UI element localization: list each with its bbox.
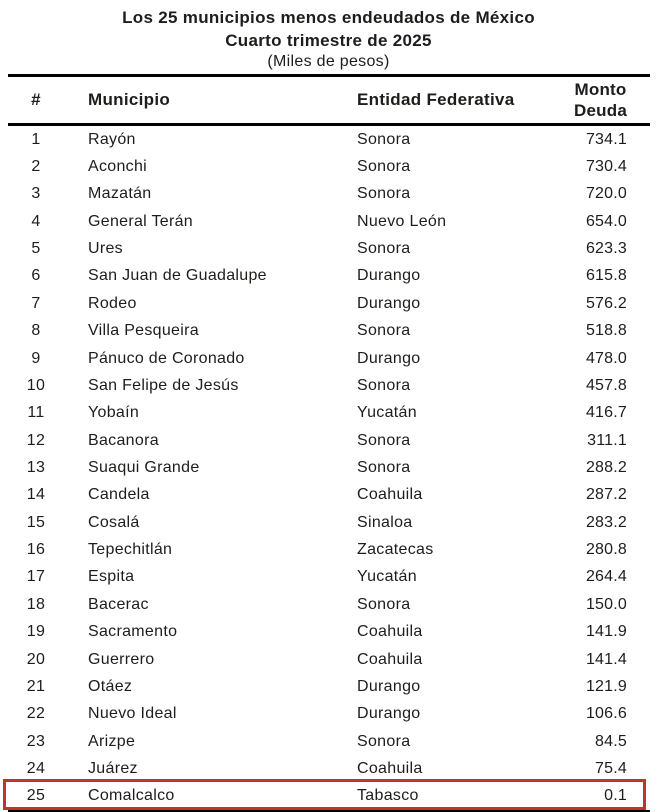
table-row [0, 345, 657, 372]
cell-municipio: Bacerac [88, 595, 149, 613]
cell-monto-deuda: 288.2 [585, 458, 627, 476]
cell-municipio: Otáez [88, 677, 133, 695]
table-row [0, 755, 657, 782]
monto-header-line1: Monto [574, 80, 627, 99]
cell-entidad: Durango [357, 294, 421, 312]
table-row [0, 153, 657, 180]
cell-entidad: Durango [357, 267, 421, 285]
cell-monto-deuda: 75.4 [595, 759, 627, 777]
table-row [0, 482, 657, 509]
table-row [0, 235, 657, 262]
cell-municipio: Bacanora [88, 431, 159, 449]
cell-municipio: Mazatán [88, 185, 152, 203]
table-row [0, 454, 657, 481]
cell-monto-deuda: 457.8 [585, 376, 627, 394]
cell-rank: 17 [26, 568, 46, 586]
cell-rank: 7 [31, 294, 41, 312]
cell-municipio: General Terán [88, 212, 194, 230]
table-body [0, 126, 657, 810]
cell-monto-deuda: 576.2 [585, 294, 627, 312]
table-row [0, 208, 657, 235]
cell-rank: 10 [26, 376, 46, 394]
column-header-monto-deuda [517, 79, 627, 121]
cell-municipio: Comalcalco [88, 787, 175, 805]
cell-entidad: Sonora [357, 240, 411, 258]
cell-municipio: Rayón [88, 130, 136, 148]
cell-entidad: Yucatán [357, 568, 417, 586]
cell-rank: 4 [31, 212, 41, 230]
cell-municipio: Rodeo [88, 294, 137, 312]
cell-municipio: Nuevo Ideal [88, 705, 177, 723]
cell-monto-deuda: 730.4 [585, 158, 627, 176]
table-row [0, 181, 657, 208]
table-row [0, 372, 657, 399]
cell-monto-deuda: 654.0 [585, 212, 627, 230]
cell-municipio: San Felipe de Jesús [88, 376, 239, 394]
table-row [0, 783, 657, 810]
cell-entidad: Durango [357, 677, 421, 695]
table-row [0, 591, 657, 618]
cell-entidad: Zacatecas [357, 541, 434, 559]
cell-rank: 20 [26, 650, 46, 668]
cell-rank: 21 [26, 677, 46, 695]
cell-municipio: Suaqui Grande [88, 458, 200, 476]
cell-monto-deuda: 720.0 [585, 185, 627, 203]
cell-monto-deuda: 283.2 [585, 513, 627, 531]
cell-municipio: Guerrero [88, 650, 155, 668]
table-row [0, 728, 657, 755]
cell-monto-deuda: 106.6 [585, 705, 627, 723]
cell-monto-deuda: 141.9 [585, 623, 627, 641]
cell-municipio: Ures [88, 240, 123, 258]
cell-rank: 15 [26, 513, 46, 531]
cell-rank: 3 [31, 185, 41, 203]
cell-rank: 14 [26, 486, 46, 504]
cell-municipio: Aconchi [88, 158, 148, 176]
table-row [0, 646, 657, 673]
table-row [0, 536, 657, 563]
cell-entidad: Sonora [357, 130, 411, 148]
cell-rank: 24 [26, 759, 46, 777]
cell-entidad: Nuevo León [357, 212, 447, 230]
table-row [0, 263, 657, 290]
cell-entidad: Sonora [357, 431, 411, 449]
table-row [0, 318, 657, 345]
cell-entidad: Sonora [357, 376, 411, 394]
cell-monto-deuda: 311.1 [587, 431, 627, 449]
cell-entidad: Sonora [357, 595, 411, 613]
cell-entidad: Sonora [357, 185, 411, 203]
cell-municipio: Arizpe [88, 732, 136, 750]
cell-rank: 11 [27, 404, 45, 422]
table-row [0, 126, 657, 153]
column-header-municipio: Municipio [88, 90, 171, 109]
table-header-row [0, 77, 657, 123]
cell-rank: 6 [31, 267, 41, 285]
cell-monto-deuda: 287.2 [585, 486, 627, 504]
cell-entidad: Sonora [357, 158, 411, 176]
cell-rank: 1 [31, 130, 41, 148]
cell-entidad: Coahuila [357, 486, 423, 504]
table-row [0, 673, 657, 700]
column-header-rank: # [31, 90, 41, 109]
cell-monto-deuda: 478.0 [585, 349, 627, 367]
cell-municipio: Yobaín [88, 404, 140, 422]
report-title-line2: Cuarto trimestre de 2025 [225, 31, 432, 50]
cell-entidad: Sonora [357, 732, 411, 750]
cell-monto-deuda: 416.7 [585, 404, 627, 422]
report-title-line1: Los 25 municipios menos endeudados de México [122, 8, 535, 27]
table-row [0, 427, 657, 454]
cell-rank: 19 [26, 623, 46, 641]
cell-rank: 2 [31, 158, 41, 176]
cell-rank: 22 [26, 705, 46, 723]
cell-municipio: Espita [88, 568, 135, 586]
cell-municipio: Juárez [88, 759, 138, 777]
cell-municipio: Tepechitlán [88, 541, 173, 559]
monto-header-line2: Deuda [574, 101, 627, 120]
cell-rank: 9 [31, 349, 41, 367]
cell-entidad: Coahuila [357, 650, 423, 668]
cell-municipio: Candela [88, 486, 150, 504]
table-row [0, 618, 657, 645]
table-row [0, 564, 657, 591]
cell-monto-deuda: 84.5 [595, 732, 627, 750]
units-note: (Miles de pesos) [267, 53, 390, 70]
cell-monto-deuda: 518.8 [585, 322, 627, 340]
cell-monto-deuda: 623.3 [585, 240, 627, 258]
cell-entidad: Yucatán [357, 404, 417, 422]
table-row [0, 290, 657, 317]
cell-entidad: Sinaloa [357, 513, 413, 531]
cell-municipio: Pánuco de Coronado [88, 349, 245, 367]
cell-entidad: Coahuila [357, 759, 423, 777]
cell-monto-deuda: 141.4 [585, 650, 627, 668]
cell-rank: 23 [26, 732, 46, 750]
cell-municipio: Villa Pesqueira [88, 322, 199, 340]
cell-entidad: Sonora [357, 322, 411, 340]
cell-entidad: Sonora [357, 458, 411, 476]
cell-monto-deuda: 615.8 [585, 267, 627, 285]
cell-rank: 12 [26, 431, 46, 449]
cell-entidad: Durango [357, 705, 421, 723]
cell-rank: 13 [26, 458, 46, 476]
cell-rank: 18 [26, 595, 46, 613]
cell-entidad: Coahuila [357, 623, 423, 641]
cell-monto-deuda: 150.0 [585, 595, 627, 613]
table-row [0, 400, 657, 427]
monto-deuda-header-block [574, 79, 627, 121]
cell-municipio: Cosalá [88, 513, 140, 531]
column-header-entidad: Entidad Federativa [357, 90, 515, 109]
cell-entidad: Tabasco [357, 787, 419, 805]
cell-municipio: Sacramento [88, 623, 178, 641]
table-row [0, 509, 657, 536]
cell-entidad: Durango [357, 349, 421, 367]
cell-monto-deuda: 280.8 [585, 541, 627, 559]
cell-municipio: San Juan de Guadalupe [88, 267, 267, 285]
table-row [0, 701, 657, 728]
cell-monto-deuda: 0.1 [604, 787, 627, 805]
cell-monto-deuda: 121.9 [585, 677, 627, 695]
cell-rank: 5 [31, 240, 41, 258]
cell-monto-deuda: 734.1 [585, 130, 627, 148]
cell-rank: 8 [31, 322, 41, 340]
cell-rank: 16 [26, 541, 46, 559]
cell-monto-deuda: 264.4 [585, 568, 627, 586]
cell-rank: 25 [26, 787, 46, 805]
